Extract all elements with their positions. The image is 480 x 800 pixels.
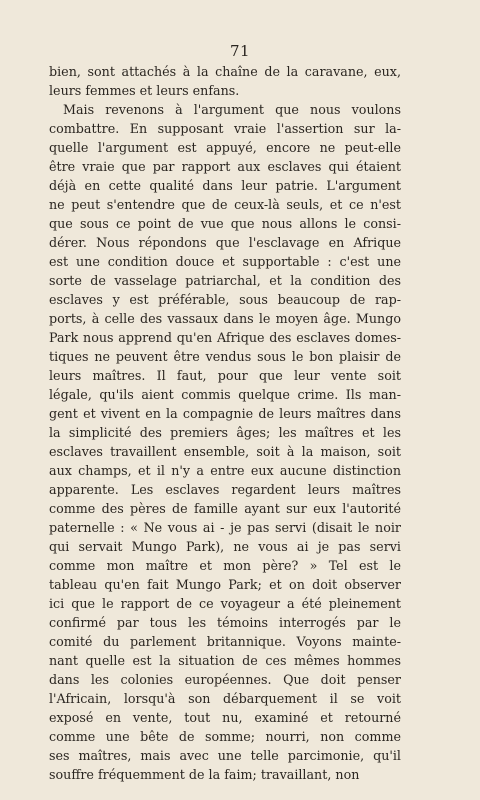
text-line: ports, à celle des vassaux dans le moyen âge. Mungo — [49, 311, 401, 326]
text-line: paternelle : « Ne vous ai - je pas servi (disait le noir — [49, 520, 401, 535]
text-line: comité du parlement britannique. Voyons mainte- — [49, 634, 401, 649]
text-line: sorte de vasselage patriarchal, et la condition des — [49, 273, 401, 288]
page-number: 71 — [229, 42, 251, 60]
text-line: comme une bête de somme; nourri, non comme — [49, 729, 401, 744]
text-line: être vraie que par rapport aux esclaves qui étaient — [49, 159, 401, 174]
text-line: comme mon maître et mon père? » Tel est le — [49, 558, 401, 573]
text-line: quelle l'argument est appuyé, encore ne peut-elle — [49, 140, 401, 155]
text-line: ici que le rapport de ce voyageur a été pleinement — [49, 596, 401, 611]
text-line: ses maîtres, mais avec une telle parcimonie, qu'il — [49, 748, 401, 763]
text-line: comme des pères de famille ayant sur eux l'autorité — [49, 501, 401, 516]
text-line: qui servait Mungo Park), ne vous ai je pas servi — [49, 539, 401, 554]
text-line: tiques ne peuvent être vendus sous le bon plaisir de — [49, 349, 401, 364]
text-line: aux champs, et il n'y a entre eux aucune distinction — [49, 463, 401, 478]
text-line: apparente. Les esclaves regardent leurs maîtres — [49, 482, 401, 497]
body-text — [49, 62, 401, 784]
text-line: Mais revenons à l'argument que nous voulons — [63, 102, 401, 117]
text-line: confirmé par tous les témoins interrogés par le — [49, 615, 401, 630]
text-line: esclaves y est préférable, sous beaucoup de rap- — [49, 292, 401, 307]
text-line: leurs maîtres. Il faut, pour que leur vente soit — [49, 368, 401, 383]
text-line: esclaves travaillent ensemble, soit à la maison, soit — [49, 444, 401, 459]
text-line: combattre. En supposant vraie l'assertion sur la- — [49, 121, 401, 136]
text-line: que sous ce point de vue que nous allons le consi- — [49, 216, 401, 231]
text-line: déjà en cette qualité dans leur patrie. L'argument — [49, 178, 401, 193]
text-line: dans les colonies européennes. Que doit penser — [49, 672, 401, 687]
text-line: exposé en vente, tout nu, examiné et retourné — [49, 710, 401, 725]
text-line: souffre fréquemment de la faim; travaillant, non — [49, 767, 360, 782]
text-line: ne peut s'entendre que de ceux-là seuls, et ce n'est — [49, 197, 401, 212]
text-line: gent et vivent en la compagnie de leurs maîtres dans — [49, 406, 401, 421]
text-line: tableau qu'en fait Mungo Park; et on doit observer — [49, 577, 401, 592]
text-line: Park nous apprend qu'en Afrique des esclaves domes- — [49, 330, 401, 345]
text-line: la simplicité des premiers âges; les maîtres et les — [49, 425, 401, 440]
text-line: nant quelle est la situation de ces mêmes hommes — [49, 653, 401, 668]
text-line: est une condition douce et supportable : c'est une — [49, 254, 401, 269]
text-line: légale, qu'ils aient commis quelque crime. Ils man- — [49, 387, 401, 402]
text-line: bien, sont attachés à la chaîne de la caravane, eux, — [49, 64, 401, 79]
text-line: l'Africain, lorsqu'à son débarquement il se voit — [49, 691, 401, 706]
text-line: leurs femmes et leurs enfans. — [49, 83, 240, 98]
text-line: dérer. Nous répondons que l'esclavage en Afrique — [49, 235, 401, 250]
